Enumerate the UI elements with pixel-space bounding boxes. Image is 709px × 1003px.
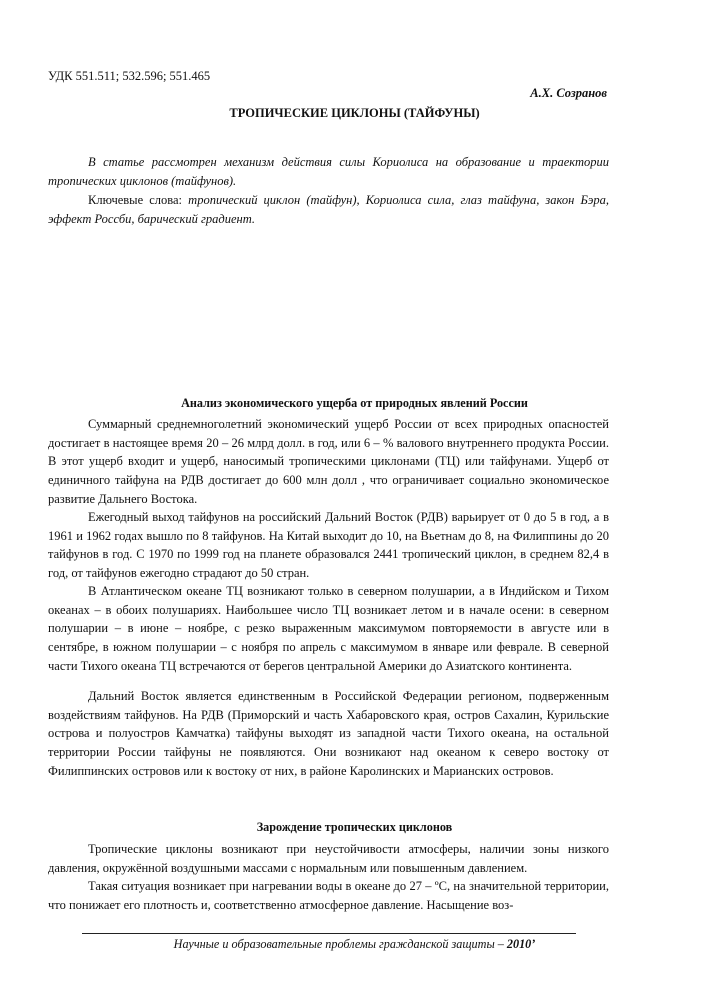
section-heading-origin: Зарождение тропических циклонов: [256, 820, 453, 834]
journal-footer: [0, 937, 709, 952]
paragraph-origin-1: Тропические циклоны возникают при неустойчивости атмосферы, наличии зоны низкого давления, окружённой воздушными массами с нормальным или повышенным давлением.: [48, 842, 609, 875]
footer-dash: –: [494, 937, 507, 951]
abstract-text: В статье рассмотрен механизм действия силы Кориолиса на образование и траектории тропических циклонов (тайфунов).: [48, 155, 609, 188]
udk-code: УДК 551.511; 532.596; 551.465: [48, 69, 211, 83]
author-name: А.Х. Созранов: [530, 86, 607, 100]
paragraph-damage-4: Дальний Восток является единственным в Российской Федерации регионом, подверженным воздействиям тайфунов. На РДВ (Приморский и часть Хабаровского края, остров Сахалин, Курильские острова и полуостров Камчатка) тайфуны выходят из западной части Тихого океана, на остальной территории России тайфуны не появляются. Они возникают над океаном к северо востоку от Филиппинских островов или к востоку от них, в районе Каролинских и Марианских островов.: [48, 689, 609, 778]
article-title: ТРОПИЧЕСКИЕ ЦИКЛОНЫ (ТАЙФУНЫ): [229, 106, 480, 120]
keywords-list: тропический циклон (тайфун), Кориолиса сила, глаз тайфуна, закон Бэра, эффект Россби, барический градиент.: [48, 193, 610, 226]
journal-name: Научные и образовательные проблемы гражданской защиты: [173, 937, 495, 951]
keywords-label: Ключевые слова:: [88, 193, 183, 207]
section-heading-damage: Анализ экономического ущерба от природных явлений России: [181, 396, 528, 410]
keywords-paragraph: [48, 191, 609, 228]
paragraph-origin-2: Такая ситуация возникает при нагревании воды в океане до 27 – ºС, на значительной территории, что понижает его плотность и, соответственно атмосферное давление. Насыщение воз-: [48, 879, 609, 912]
journal-year: 2010’: [506, 937, 536, 951]
paragraph-damage-2: Ежегодный выход тайфунов на российский Дальний Восток (РДВ) варьирует от 0 до 5 в год, а в 1961 и 1962 годах вышло по 8 тайфунов. На Китай выходит до 10, на Вьетнам до 8, на Филиппины до 20 тайфунов в год. С 1970 по 1999 год на планете образовался 2441 тропический циклон, в среднем 82,4 в год, от тайфунов ежегодно страдают до 50 стран.: [48, 510, 609, 581]
paragraph-damage-1: Суммарный среднемноголетний экономический ущерб России от всех природных опасностей достигает в настоящее время 20 – 26 млрд долл. в год, или 6 – % валового внутреннего продукта России. В этот ущерб входит и ущерб, наносимый тропическими циклонами (ТЦ) или тайфунами. Ущерб от единичного тайфуна на РДВ достигает до 600 млн долл , что ограничивает социально экономическое развитие Дальнего Востока.: [48, 417, 609, 506]
footer-divider: [82, 933, 576, 934]
paragraph-damage-3: В Атлантическом океане ТЦ возникают только в северном полушарии, а в Индийском и Тихом океанах – в обоих полушариях. Наибольшее число ТЦ возникает летом и в начале осени: в северном полушарии – в июне – ноябре, с резко выраженным максимумом повторяемости в августе или в сентябре, в южном полушарии – с ноября по апрель с максимумом в январе или феврале. В северной части Тихого океана ТЦ встречаются от берегов центральной Америки до Азиатского континента.: [48, 584, 609, 673]
